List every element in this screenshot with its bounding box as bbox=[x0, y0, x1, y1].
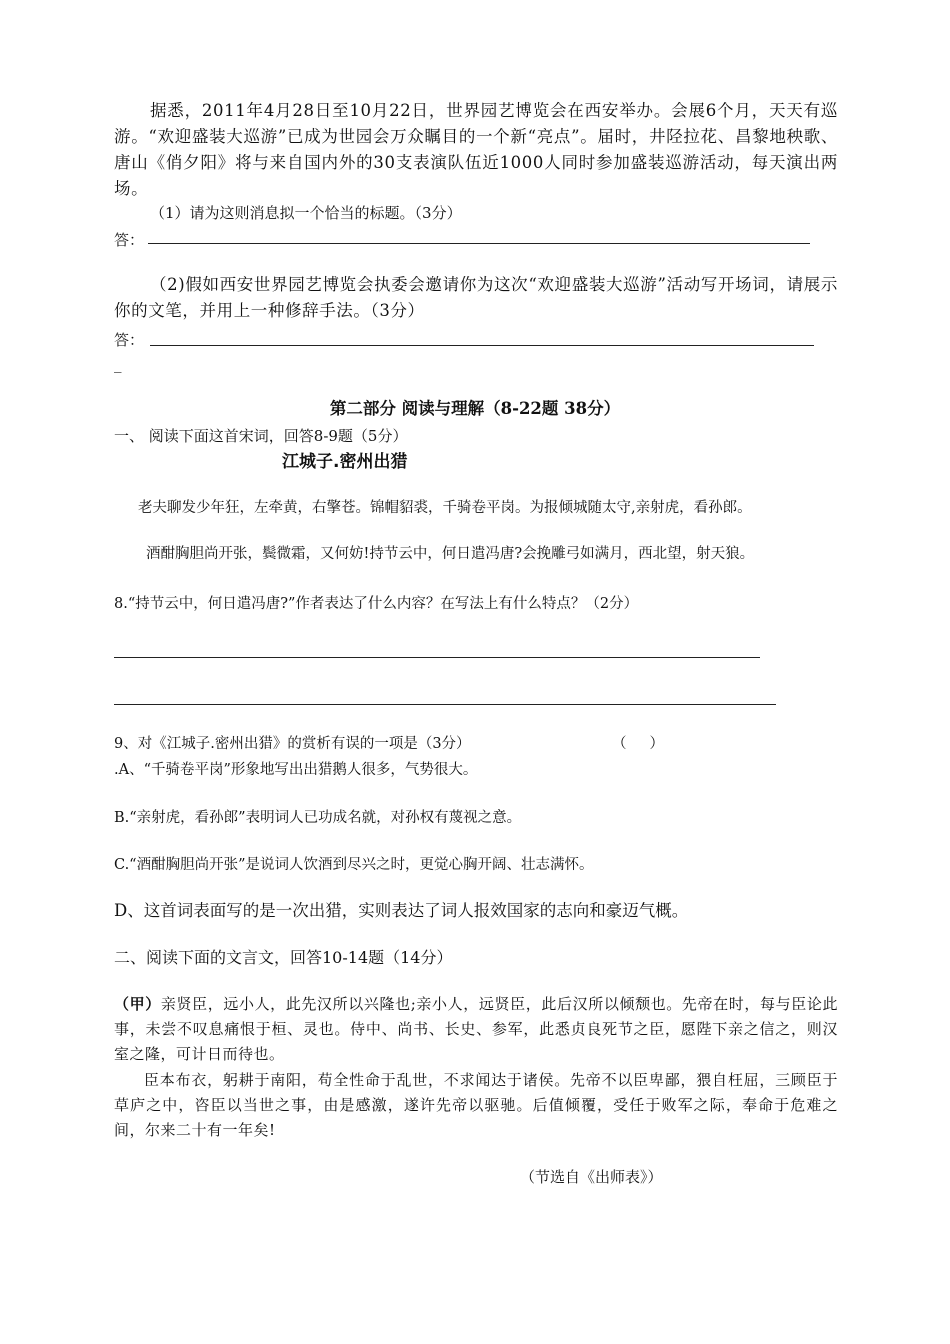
passage-jia-text-1: 亲贤臣，远小人，此先汉所以兴隆也;亲小人，远贤臣，此后汉所以倾颓也。先帝在时，每与臣论此事，未尝不叹息痛恨于桓、灵也。侍中、尚书、长史、参军，此悉贞良死节之臣，愿陛下亲之信之，则汉室之隆，可计日而待也。 bbox=[114, 995, 838, 1063]
option-a: .A、“千骑卷平岗”形象地写出出猎鹅人很多，气势很大。 bbox=[114, 762, 478, 778]
question-9: 9、对《江城子.密州出猎》的赏析有误的一项是（3分） bbox=[114, 736, 471, 752]
question-1: （1）请为这则消息拟一个恰当的标题。（3分） bbox=[150, 204, 462, 222]
answer-line-1[interactable] bbox=[148, 243, 810, 244]
answer-label-1: 答： bbox=[114, 231, 145, 249]
stray-mark: _ bbox=[114, 355, 122, 373]
answer-line-2[interactable] bbox=[150, 345, 814, 346]
passage-jia-label: （甲） bbox=[114, 995, 161, 1013]
section1-intro: 一、 阅读下面这首宋词，回答8-9题（5分） bbox=[114, 427, 408, 445]
answer-line-8a[interactable] bbox=[114, 657, 760, 658]
poem-line-1: 老夫聊发少年狂，左牵黄，右擎苍。锦帽貂裘，千骑卷平岗。为报倾城随太守,亲射虎，看孙郎。 bbox=[138, 500, 752, 516]
news-paragraph: 据悉，2011年4月28日至10月22日，世界园艺博览会在西安举办。会展6个月，天天有巡游。“欢迎盛装大巡游”已成为世园会万众瞩目的一个新“亮点”。届时，井陉拉花、昌黎地秧歌、唐山《俏夕阳》将与来自国内外的30支表演队伍近1000人同时参加盛装巡游活动，每天演出两场。 bbox=[114, 101, 838, 198]
answer-label-2: 答： bbox=[114, 331, 145, 349]
poem-title: 江城子.密州出猎 bbox=[282, 452, 408, 472]
option-d: D、这首词表面写的是一次出猎，实则表达了词人报效国家的志向和豪迈气概。 bbox=[114, 901, 689, 920]
option-c: C.“酒酣胸胆尚开张”是说词人饮酒到尽兴之时，更觉心胸开阔、壮志满怀。 bbox=[114, 857, 594, 873]
passage-source: （节选自《出师表》） bbox=[520, 1168, 663, 1186]
section2-intro: 二、阅读下面的文言文，回答10-14题（14分） bbox=[114, 948, 453, 967]
option-b: B.“亲射虎，看孙郎”表明词人已功成名就，对孙权有蔑视之意。 bbox=[114, 810, 522, 826]
answer-line-8b[interactable] bbox=[114, 704, 776, 705]
passage-jia-p2: 臣本布衣，躬耕于南阳，苟全性命于乱世，不求闻达于诸侯。先帝不以臣卑鄙，猥自枉屈，三顾臣于草庐之中，咨臣以当世之事，由是感激，遂许先帝以驱驰。后值倾覆，受任于败军之际，奉命于危难之间，尔来二十有一年矣! bbox=[114, 1071, 838, 1139]
question-9-bracket[interactable]: （ ） bbox=[612, 736, 665, 752]
poem-line-2: 酒酣胸胆尚开张，鬓微霜，又何妨!持节云中，何日遣冯唐?会挽雕弓如满月，西北望，射天狼。 bbox=[146, 546, 755, 562]
passage-jia-p1 bbox=[114, 992, 838, 1067]
part2-heading: 第二部分 阅读与理解（8-22题 38分） bbox=[329, 399, 621, 418]
question-2: （2)假如西安世界园艺博览会执委会邀请你为这次“欢迎盛装大巡游”活动写开场词，请展示你的文笔，并用上一种修辞手法。（3分） bbox=[114, 275, 838, 320]
question-8: 8.“持节云中，何日遣冯唐?”作者表达了什么内容？在写法上有什么特点？（2分） bbox=[114, 596, 639, 612]
